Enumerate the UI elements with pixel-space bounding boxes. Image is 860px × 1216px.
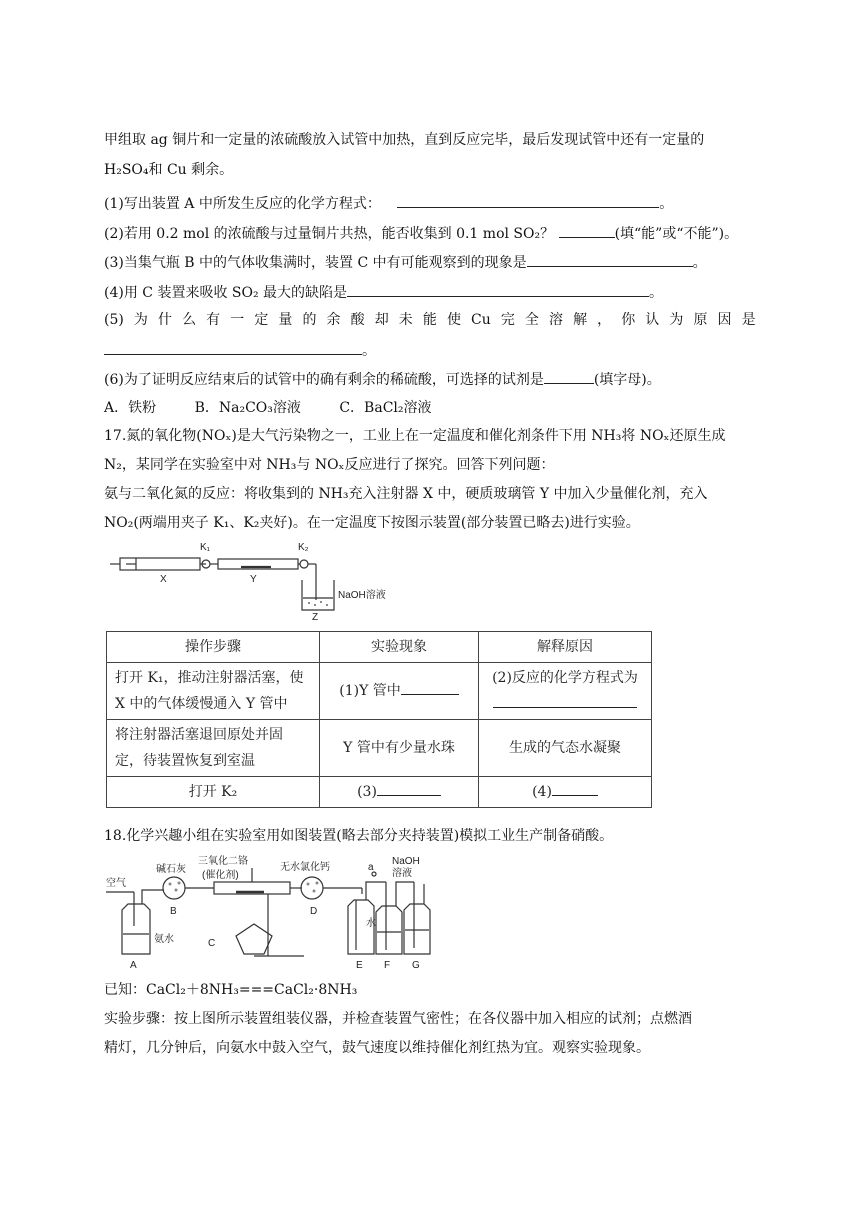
options-row bbox=[104, 398, 466, 418]
known-reaction: 已知：CaCl₂＋8NH₃===CaCl₂·8NH₃ bbox=[104, 982, 358, 998]
question-5 bbox=[104, 310, 756, 330]
label-x: X bbox=[160, 574, 167, 585]
answer-blank bbox=[397, 193, 659, 208]
question-1: (1)写出装置 A 中所发生反应的化学方程式： 。 bbox=[104, 193, 673, 214]
cell-text: (4) bbox=[532, 784, 552, 800]
label-air: 空气 bbox=[106, 878, 126, 889]
table-cell bbox=[107, 663, 320, 720]
q5-word: 解 bbox=[573, 312, 588, 328]
label-k1: K₁ bbox=[200, 542, 211, 553]
label-E: E bbox=[356, 960, 363, 971]
answer-blank bbox=[104, 340, 362, 355]
table-cell bbox=[479, 663, 652, 720]
q5-word: Cu bbox=[471, 312, 491, 328]
q5-word: 全 bbox=[524, 312, 539, 328]
q5-word: 余 bbox=[326, 312, 341, 328]
table-cell bbox=[107, 720, 320, 777]
table-cell bbox=[479, 777, 652, 808]
answer-blank bbox=[552, 781, 598, 796]
label-B: B bbox=[170, 906, 177, 917]
table-row bbox=[107, 663, 652, 720]
option-b: B．Na₂CO₃溶液 bbox=[194, 400, 301, 416]
question-5-blank-line: 。 bbox=[104, 340, 376, 361]
question-6-tail: (填字母)。 bbox=[593, 372, 661, 388]
label-water: 水 bbox=[366, 918, 376, 929]
q17-line-1: 17.氮的氧化物(NOₓ)是大气污染物之一，工业上在一定温度和催化剂条件下用 NH₃将 NOₓ还原生成 bbox=[104, 428, 726, 444]
label-y: Y bbox=[250, 574, 257, 585]
label-ammonia: 氨水 bbox=[154, 934, 174, 945]
cell-line: 打开 K₁，推动注射器活塞，使 bbox=[115, 670, 304, 686]
table-header: 实验现象 bbox=[320, 632, 479, 663]
q5-word: 什 bbox=[158, 312, 172, 328]
bottle-f bbox=[376, 906, 402, 954]
q5-word: 定 bbox=[254, 312, 269, 328]
cell-line: 定，待装置恢复到室温 bbox=[115, 753, 255, 769]
figure-syringe-apparatus bbox=[106, 540, 406, 620]
label-cacl2: 无水氯化钙 bbox=[280, 862, 330, 873]
answer-blank bbox=[347, 282, 649, 297]
label-k2: K₂ bbox=[298, 542, 309, 553]
question-1-text: (1)写出装置 A 中所发生反应的化学方程式： bbox=[104, 196, 381, 212]
q5-word: 能 bbox=[422, 312, 437, 328]
figure-nitric-acid-apparatus bbox=[104, 854, 464, 972]
q5-word: (5) bbox=[104, 312, 124, 328]
table-header: 操作步骤 bbox=[107, 632, 320, 663]
bottle-g bbox=[404, 904, 430, 954]
q5-word: 你 bbox=[621, 312, 636, 328]
drying-tube-d bbox=[301, 877, 323, 899]
question-4: (4)用 C 装置来吸收 SO₂ 最大的缺陷是 。 bbox=[104, 282, 663, 303]
beaker-z bbox=[302, 580, 334, 610]
label-soda-lime: 碱石灰 bbox=[156, 864, 186, 875]
q17-line-2: N₂，某同学在实验室中对 NH₃与 NOₓ反应进行了探究。回答下列问题： bbox=[104, 457, 555, 473]
q17-line-3: 氨与二氧化氮的反应：将收集到的 NH₃充入注射器 X 中，硬质玻璃管 Y 中加入少量催化剂，充入 bbox=[104, 486, 708, 502]
label-A: A bbox=[130, 960, 137, 971]
q5-word: 完 bbox=[500, 312, 515, 328]
label-G: G bbox=[412, 960, 420, 971]
table-row bbox=[107, 777, 652, 808]
answer-blank bbox=[493, 693, 637, 708]
answer-blank bbox=[527, 252, 693, 267]
steps-line-1: 实验步骤：按上图所示装置组装仪器，并检查装置气密性；在各仪器中加入相应的试剂；点燃酒 bbox=[104, 1011, 692, 1027]
q18-text: 18.化学兴趣小组在实验室用如图装置(略去部分夹持装置)模拟工业生产制备硝酸。 bbox=[104, 828, 614, 844]
q5-word: ， bbox=[597, 312, 612, 328]
q5-word: 一 bbox=[230, 312, 245, 328]
q5-word: 的 bbox=[302, 312, 317, 328]
cell-text: (2)反应的化学方程式为 bbox=[492, 670, 638, 686]
q5-word: 却 bbox=[374, 312, 389, 328]
answer-blank bbox=[377, 781, 441, 796]
q17-line-4: NO₂(两端用夹子 K₁、K₂夹好)。在一定温度下按图示装置(部分装置已略去)进行实验。 bbox=[104, 515, 640, 531]
label-D: D bbox=[310, 906, 318, 917]
q5-word: 因 bbox=[717, 312, 732, 328]
answer-blank bbox=[401, 680, 459, 695]
label-naoh-1: NaOH bbox=[392, 856, 420, 867]
label-naoh-2: 溶液 bbox=[392, 868, 412, 879]
question-3: (3)当集气瓶 B 中的气体收集满时，装置 C 中有可能观察到的现象是 。 bbox=[104, 252, 707, 273]
label-C: C bbox=[208, 938, 216, 949]
answer-blank bbox=[544, 369, 594, 384]
q5-word: 为 bbox=[133, 312, 148, 328]
cell-text: (3) bbox=[357, 784, 377, 800]
label-catalyst: (催化剂) bbox=[202, 870, 239, 881]
label-naoh: NaOH溶液 bbox=[338, 590, 386, 601]
option-c: C．BaCl₂溶液 bbox=[339, 400, 432, 416]
bottle-a bbox=[122, 904, 150, 954]
question-6 bbox=[104, 369, 661, 390]
question-6-text: (6)为了证明反应结束后的试管中的确有剩余的稀硫酸，可选择的试剂是 bbox=[104, 372, 544, 388]
steps-line-2: 精灯，几分钟后，向氨水中鼓入空气，鼓气速度以维持催化剂红热为宜。观察实验现象。 bbox=[104, 1040, 650, 1056]
table-cell: 生成的气态水凝聚 bbox=[479, 720, 652, 777]
q5-word: 么 bbox=[182, 312, 197, 328]
intro-line-2: H₂SO₄和 Cu 剩余。 bbox=[104, 162, 234, 178]
experiment-table bbox=[106, 631, 652, 808]
option-a: A．铁粉 bbox=[104, 400, 157, 416]
answer-blank bbox=[559, 223, 615, 238]
question-2 bbox=[104, 223, 738, 244]
drying-tube-b bbox=[163, 877, 185, 899]
clamp-k2 bbox=[300, 560, 308, 568]
table-cell bbox=[320, 663, 479, 720]
table-cell bbox=[320, 777, 479, 808]
cell-line: 将注射器活塞退回原处并固 bbox=[115, 727, 283, 743]
label-cr2o3: 三氧化二铬 bbox=[198, 856, 248, 867]
table-row bbox=[107, 720, 652, 777]
q5-word: 溶 bbox=[548, 312, 563, 328]
label-z: Z bbox=[312, 612, 319, 620]
q5-word: 量 bbox=[278, 312, 293, 328]
question-4-text: (4)用 C 装置来吸收 SO₂ 最大的缺陷是 bbox=[104, 285, 348, 301]
question-2-tail: (填“能”或“不能”)。 bbox=[614, 226, 739, 242]
cell-text: (1)Y 管中 bbox=[339, 683, 401, 699]
q5-word: 酸 bbox=[350, 312, 365, 328]
intro-line-1: 甲组取 ag 铜片和一定量的浓硫酸放入试管中加热，直到反应完毕，最后发现试管中还有一定量的 bbox=[104, 132, 705, 148]
q5-word: 原 bbox=[693, 312, 708, 328]
q5-word: 认 bbox=[645, 312, 660, 328]
table-header-row bbox=[107, 632, 652, 663]
alcohol-lamp-c bbox=[236, 924, 272, 954]
label-F: F bbox=[384, 960, 391, 971]
q5-word: 使 bbox=[446, 312, 461, 328]
question-2-text: (2)若用 0.2 mol 的浓硫酸与过量铜片共热，能否收集到 0.1 mol SO₂？ bbox=[104, 226, 555, 242]
q5-word: 有 bbox=[206, 312, 221, 328]
cell-line: X 中的气体缓慢通入 Y 管中 bbox=[115, 696, 288, 712]
q5-word: 为 bbox=[669, 312, 684, 328]
question-3-text: (3)当集气瓶 B 中的气体收集满时，装置 C 中有可能观察到的现象是 bbox=[104, 255, 527, 271]
table-cell: 打开 K₂ bbox=[107, 777, 320, 808]
label-a: a bbox=[368, 862, 374, 873]
table-header: 解释原因 bbox=[479, 632, 652, 663]
q5-word: 是 bbox=[741, 312, 756, 328]
q5-word: 未 bbox=[398, 312, 413, 328]
table-cell: Y 管中有少量水珠 bbox=[320, 720, 479, 777]
